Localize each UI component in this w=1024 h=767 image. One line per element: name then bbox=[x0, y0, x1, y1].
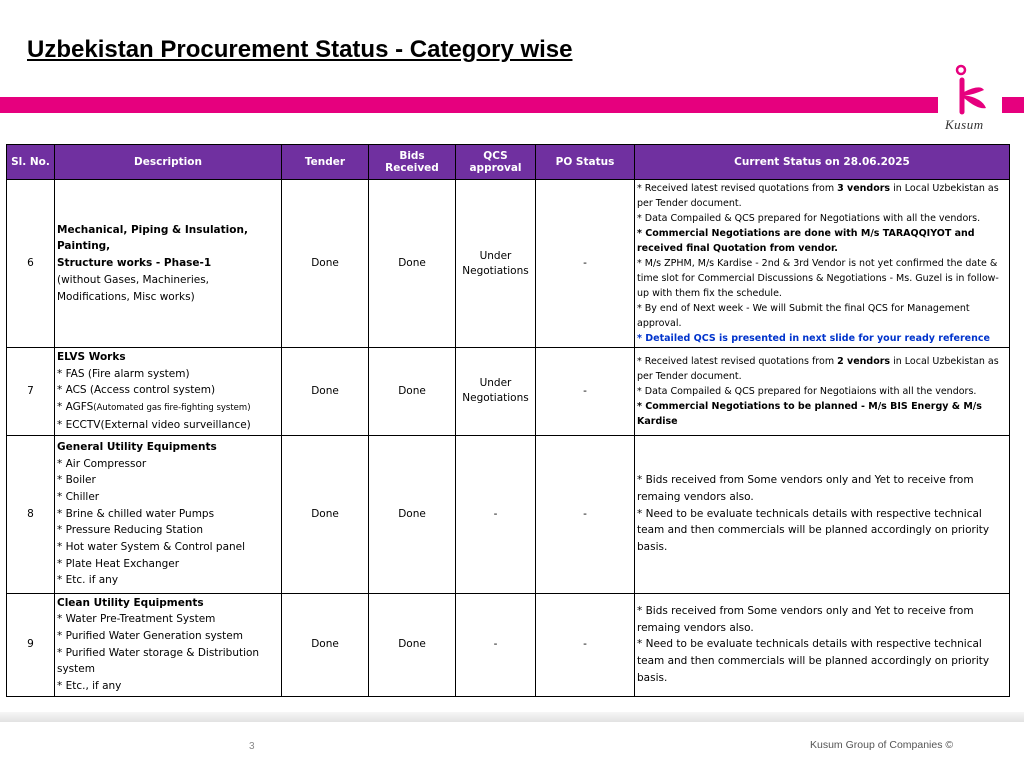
qcs-line: Under bbox=[479, 377, 512, 390]
col-header-description: Description bbox=[55, 145, 282, 180]
row-sl-no: 8 bbox=[7, 435, 55, 593]
status-line: * Data Compailed & QCS prepared for Negotiaions with all the vendors. bbox=[637, 385, 977, 397]
desc-line: * Chiller bbox=[57, 490, 100, 503]
row-description bbox=[55, 435, 282, 593]
col-header-qcs-approval: QCS approval bbox=[456, 145, 536, 180]
desc-title-line: ELVS Works bbox=[57, 351, 126, 363]
row-tender: Done bbox=[282, 435, 369, 593]
page-title: Uzbekistan Procurement Status - Category wise bbox=[27, 36, 573, 63]
qcs-line: Negotiations bbox=[462, 392, 529, 405]
brand-band-right bbox=[1002, 97, 1024, 113]
qcs-line: Negotiations bbox=[462, 264, 529, 277]
desc-title-line: Mechanical, Piping & Insulation, Painting, bbox=[57, 223, 248, 253]
row-qcs-approval: - bbox=[456, 435, 536, 593]
table-row bbox=[7, 593, 1010, 696]
table-row bbox=[7, 180, 1010, 348]
row-current-status bbox=[635, 180, 1010, 348]
col-header-sl-no: Sl. No. bbox=[7, 145, 55, 180]
desc-line: * Brine & chilled water Pumps bbox=[57, 507, 215, 520]
status-line bbox=[637, 354, 1007, 384]
row-tender: Done bbox=[282, 348, 369, 436]
row-sl-no: 9 bbox=[7, 593, 55, 696]
desc-line: * ACS (Access control system) bbox=[57, 384, 216, 397]
row-tender: Done bbox=[282, 593, 369, 696]
procurement-status-table bbox=[6, 144, 1010, 697]
desc-line: * Plate Heat Exchanger bbox=[57, 557, 180, 570]
status-line: * Need to be evaluate technicals details with respective technical team and then commercials will be planned accordingly on priority basis. bbox=[637, 507, 990, 554]
status-line: * Data Compailed & QCS prepared for Negotiations with all the vendors. bbox=[637, 213, 981, 224]
row-qcs-approval bbox=[456, 180, 536, 348]
footer-copyright: Kusum Group of Companies © bbox=[810, 739, 954, 751]
row-sl-no: 7 bbox=[7, 348, 55, 436]
desc-line: * Boiler bbox=[57, 474, 96, 487]
desc-line: * Water Pre-Treatment System bbox=[57, 613, 216, 626]
status-line: * Bids received from Some vendors only and Yet to receive from remaing vendors also. bbox=[637, 604, 974, 634]
status-line: * Bids received from Some vendors only and Yet to receive from remaing vendors also. bbox=[637, 474, 974, 503]
col-header-bids-received: Bids Received bbox=[369, 145, 456, 180]
row-bids-received: Done bbox=[369, 435, 456, 593]
desc-line: * Air Compressor bbox=[57, 457, 147, 470]
page-number: 3 bbox=[249, 741, 255, 752]
desc-line: * Etc., if any bbox=[57, 680, 122, 693]
desc-line: * ECCTV(External video surveillance) bbox=[57, 418, 251, 431]
status-line-reference: * Detailed QCS is presented in next slide for your ready reference bbox=[637, 333, 990, 344]
desc-line: (without Gases, Machineries, bbox=[57, 273, 210, 286]
row-description bbox=[55, 348, 282, 436]
status-highlight: 3 vendors bbox=[837, 183, 891, 194]
desc-text-small: (Automated gas fire-fighting system) bbox=[93, 403, 251, 414]
desc-line: * Purified Water Generation system bbox=[57, 629, 243, 642]
row-description bbox=[55, 180, 282, 348]
status-text: in Local Uzbekistan as per Tender document. bbox=[637, 183, 999, 209]
desc-line: * Etc. if any bbox=[57, 574, 119, 587]
col-header-po-status: PO Status bbox=[536, 145, 635, 180]
table-header-row bbox=[7, 145, 1010, 180]
status-text: in Local Uzbekistan as per Tender document. bbox=[637, 355, 999, 382]
desc-line: * FAS (Fire alarm system) bbox=[57, 367, 190, 380]
status-text: * Received latest revised quotations from bbox=[637, 183, 838, 194]
footer-divider bbox=[0, 712, 1024, 722]
status-line: * M/s ZPHM, M/s Kardise - 2nd & 3rd Vendor is not yet confirmed the date & time slot for Commercial Discussions & Negotiations - Ms. Guzel is in follow-up with them fix the schedule. bbox=[637, 258, 999, 299]
status-line: * Commercial Negotiations to be planned - M/s BIS Energy & M/s Kardise bbox=[637, 400, 982, 427]
status-highlight: 2 vendors bbox=[837, 355, 891, 367]
brand-band bbox=[0, 97, 938, 113]
row-po-status: - bbox=[536, 435, 635, 593]
row-qcs-approval: - bbox=[456, 593, 536, 696]
row-current-status bbox=[635, 593, 1010, 696]
status-line: * Need to be evaluate technicals details with respective technical team and then commercials will be planned accordingly on priority basis. bbox=[637, 638, 990, 684]
desc-line bbox=[57, 399, 279, 417]
desc-text: * AGFS bbox=[57, 401, 94, 414]
desc-line: Modifications, Misc works) bbox=[57, 290, 195, 303]
status-line: * Commercial Negotiations are done with M/s TARAQQIYOT and received final Quotation from vendor. bbox=[637, 228, 975, 254]
logo-text: Kusum bbox=[945, 117, 984, 132]
desc-title-line: Clean Utility Equipments bbox=[57, 596, 204, 609]
row-current-status bbox=[635, 435, 1010, 593]
col-header-current-status: Current Status on 28.06.2025 bbox=[635, 145, 1010, 180]
status-text: * Received latest revised quotations from bbox=[637, 355, 838, 367]
row-po-status: - bbox=[536, 593, 635, 696]
status-line: * By end of Next week - We will Submit the final QCS for Management approval. bbox=[637, 303, 970, 329]
row-po-status: - bbox=[536, 180, 635, 348]
row-description bbox=[55, 593, 282, 696]
row-tender: Done bbox=[282, 180, 369, 348]
desc-title-line: Structure works - Phase-1 bbox=[57, 257, 212, 270]
desc-line: * Purified Water storage & Distribution system bbox=[57, 646, 260, 676]
desc-title-line: General Utility Equipments bbox=[57, 440, 217, 453]
row-bids-received: Done bbox=[369, 180, 456, 348]
row-current-status bbox=[635, 348, 1010, 436]
row-sl-no: 6 bbox=[7, 180, 55, 348]
desc-line: * Pressure Reducing Station bbox=[57, 524, 204, 537]
col-header-tender: Tender bbox=[282, 145, 369, 180]
desc-line: * Hot water System & Control panel bbox=[57, 541, 246, 554]
row-bids-received: Done bbox=[369, 348, 456, 436]
row-bids-received: Done bbox=[369, 593, 456, 696]
status-line bbox=[637, 181, 1007, 211]
table-row bbox=[7, 435, 1010, 593]
row-po-status: - bbox=[536, 348, 635, 436]
row-qcs-approval bbox=[456, 348, 536, 436]
table-row bbox=[7, 348, 1010, 436]
qcs-line: Under bbox=[479, 249, 512, 262]
